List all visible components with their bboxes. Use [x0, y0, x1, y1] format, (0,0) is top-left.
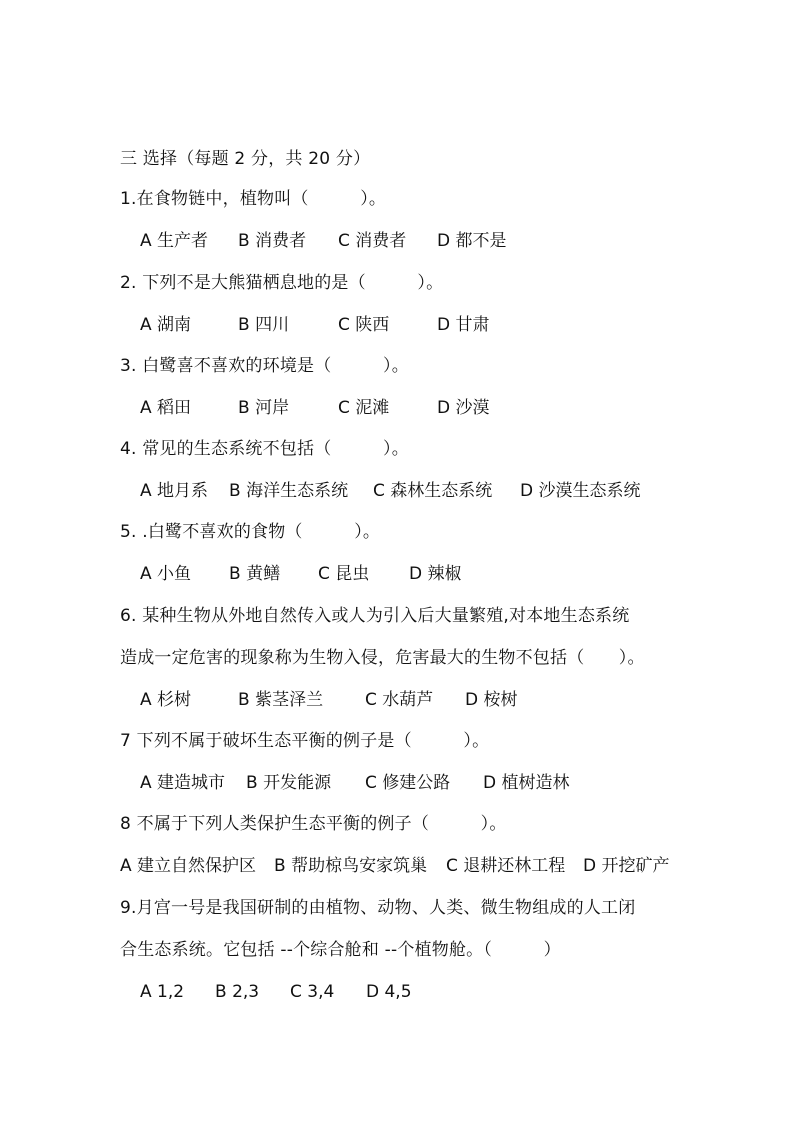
- question-6-option-d: D 桉树: [465, 690, 518, 710]
- question-9-option-a: A 1,2: [140, 982, 185, 1002]
- question-5-text: 5. .白鹭不喜欢的食物（ ）。: [120, 522, 381, 542]
- question-5-option-d: D 辣椒: [409, 564, 462, 584]
- question-7-option-c: C 修建公路: [365, 773, 451, 793]
- question-8-option-d: D 开挖矿产: [583, 856, 670, 876]
- question-9-text-line-1: 9.月宫一号是我国研制的由植物、动物、人类、微生物组成的人工闭: [120, 898, 636, 918]
- question-1-option-a: A 生产者: [140, 231, 209, 251]
- question-4-text: 4. 常见的生态系统不包括（ ）。: [120, 439, 409, 459]
- question-8-option-a: A 建立自然保护区: [120, 856, 257, 876]
- question-4-option-a: A 地月系: [140, 481, 209, 501]
- question-3-option-b: B 河岸: [238, 398, 290, 418]
- question-9-text-line-2: 合生态系统。它包括 --个综合舱和 --个植物舱。（ ）: [120, 940, 561, 960]
- question-6-option-c: C 水葫芦: [365, 690, 434, 710]
- question-1-option-b: B 消费者: [238, 231, 307, 251]
- question-6-text-line-1: 6. 某种生物从外地自然传入或人为引入后大量繁殖,对本地生态系统: [120, 606, 630, 626]
- question-2-option-c: C 陕西: [338, 315, 390, 335]
- question-2-option-d: D 甘肃: [437, 315, 490, 335]
- question-2-text: 2. 下列不是大熊猫栖息地的是（ ）。: [120, 273, 444, 293]
- question-7-option-b: B 开发能源: [246, 773, 332, 793]
- question-6-text-line-2: 造成一定危害的现象称为生物入侵，危害最大的生物不包括（ ）。: [120, 648, 645, 668]
- question-3-option-a: A 稻田: [140, 398, 192, 418]
- question-1-text: 1.在食物链中，植物叫（ ）。: [120, 189, 387, 209]
- question-4-option-c: C 森林生态系统: [373, 481, 493, 501]
- question-6-option-a: A 杉树: [140, 690, 192, 710]
- question-9-option-c: C 3,4: [290, 982, 335, 1002]
- question-5-option-a: A 小鱼: [140, 564, 192, 584]
- question-7-text: 7 下列不属于破坏生态平衡的例子是（ ）。: [120, 731, 490, 751]
- question-2-option-a: A 湖南: [140, 315, 192, 335]
- question-3-option-d: D 沙漠: [437, 398, 490, 418]
- question-8-text: 8 不属于下列人类保护生态平衡的例子（ ）。: [120, 814, 507, 834]
- question-8-option-b: B 帮助椋鸟安家筑巢: [274, 856, 428, 876]
- question-6-option-b: B 紫茎泽兰: [238, 690, 324, 710]
- question-8-option-c: C 退耕还林工程: [446, 856, 566, 876]
- question-5-option-c: C 昆虫: [318, 564, 370, 584]
- question-1-option-c: C 消费者: [338, 231, 407, 251]
- question-7-option-a: A 建造城市: [140, 773, 226, 793]
- question-2-option-b: B 四川: [238, 315, 290, 335]
- question-4-option-d: D 沙漠生态系统: [520, 481, 641, 501]
- question-9-option-d: D 4,5: [366, 982, 412, 1002]
- question-3-option-c: C 泥滩: [338, 398, 390, 418]
- question-7-option-d: D 植树造林: [483, 773, 570, 793]
- question-3-text: 3. 白鹭喜不喜欢的环境是（ ）。: [120, 356, 409, 376]
- question-4-option-b: B 海洋生态系统: [229, 481, 349, 501]
- question-1-option-d: D 都不是: [437, 231, 507, 251]
- question-5-option-b: B 黄鳝: [229, 564, 281, 584]
- section-title: 三 选择（每题 2 分，共 20 分）: [120, 149, 371, 169]
- question-9-option-b: B 2,3: [215, 982, 260, 1002]
